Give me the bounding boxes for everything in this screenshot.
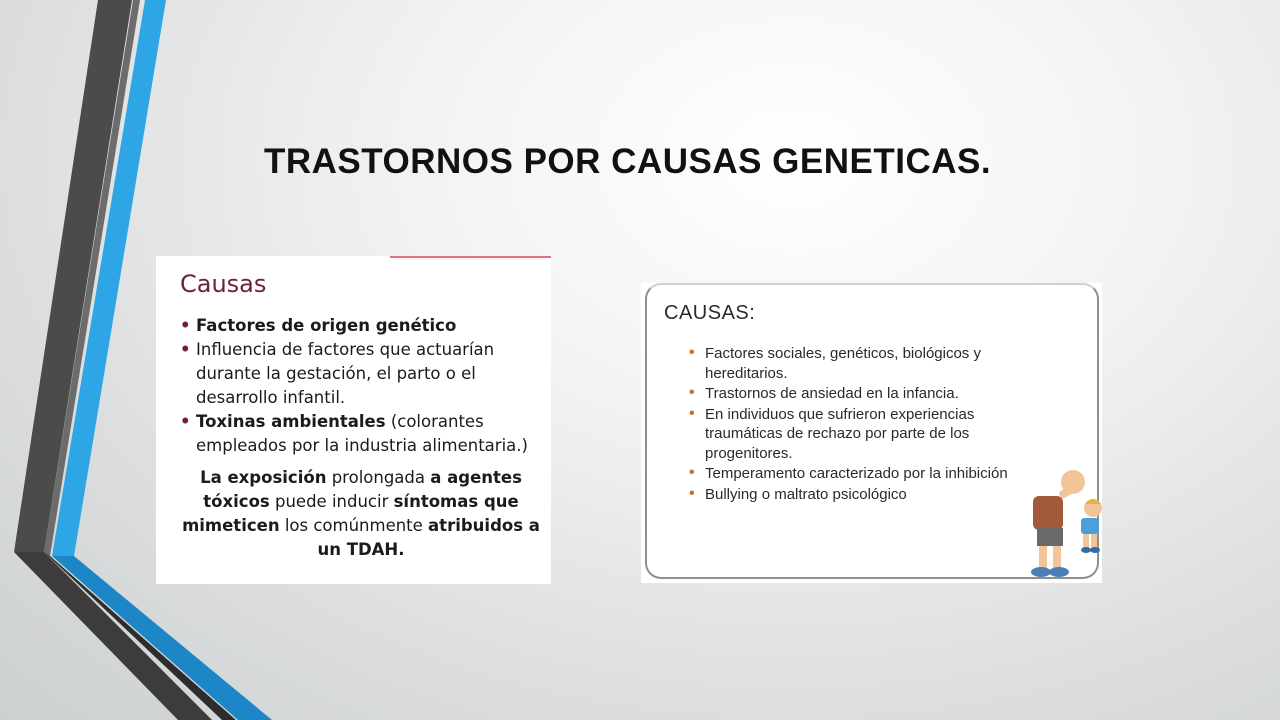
bullet-icon: • [180, 412, 191, 431]
cause-item-text: Bullying o maltrato psicológico [705, 485, 907, 503]
note-text: prolongada [326, 468, 431, 487]
causes-list [180, 314, 540, 458]
cause-item-text: Factores sociales, genéticos, biológicos y hereditarios. [705, 345, 981, 382]
bullet-icon: • [689, 464, 695, 481]
causes-heading-right: CAUSAS: [664, 302, 756, 324]
cause-item-text: Temperamento caracterizado por la inhibición [705, 465, 1008, 482]
cause-item [180, 410, 540, 458]
cause-item-text: Trastornos de ansiedad en la infancia. [705, 385, 959, 402]
exposure-note [176, 466, 546, 562]
cause-item [180, 314, 540, 338]
bullet-icon: • [180, 316, 191, 335]
cause-item-right [689, 384, 1049, 404]
cause-item-text: Influencia de factores que actuarían durante la gestación, el parto o el desarrollo infantil. [196, 340, 495, 407]
cause-item-text: Toxinas ambientales [196, 412, 386, 431]
bullet-icon: • [689, 484, 695, 502]
bullet-icon: • [689, 384, 695, 401]
note-text: síntomas que mimeticen [182, 492, 519, 535]
cause-item-right [689, 485, 1049, 505]
bullet-icon: • [689, 404, 695, 422]
card-accent-bar [390, 256, 551, 258]
slide-title: TRASTORNOS POR CAUSAS GENETICAS. [264, 142, 992, 181]
note-text: a agentes tóxicos [203, 468, 522, 511]
causes-card-left [156, 256, 551, 584]
note-text: puede inducir [269, 492, 394, 511]
note-text: La exposición [200, 468, 327, 487]
bullying-cartoon-icon [1019, 468, 1105, 584]
causes-card-right [641, 283, 1102, 583]
cause-item-text: Factores de origen genético [196, 316, 457, 335]
bullet-icon: • [180, 340, 191, 359]
cause-item-right [689, 344, 1049, 383]
bullet-icon: • [689, 344, 695, 361]
causes-list-right [689, 344, 1049, 505]
cause-item-text: En individuos que sufrieron experiencias traumáticas de rechazo por parte de los progenitores. [705, 405, 975, 462]
cause-item [180, 338, 540, 410]
cause-item-text: (colorantes empleados por la industria alimentaria.) [196, 412, 528, 455]
cause-item-right [689, 464, 1049, 484]
note-text: atribuidos a un TDAH. [317, 516, 540, 559]
cause-item-right [689, 405, 1049, 464]
causes-heading: Causas [180, 270, 267, 298]
note-text: los comúnmente [279, 516, 429, 535]
